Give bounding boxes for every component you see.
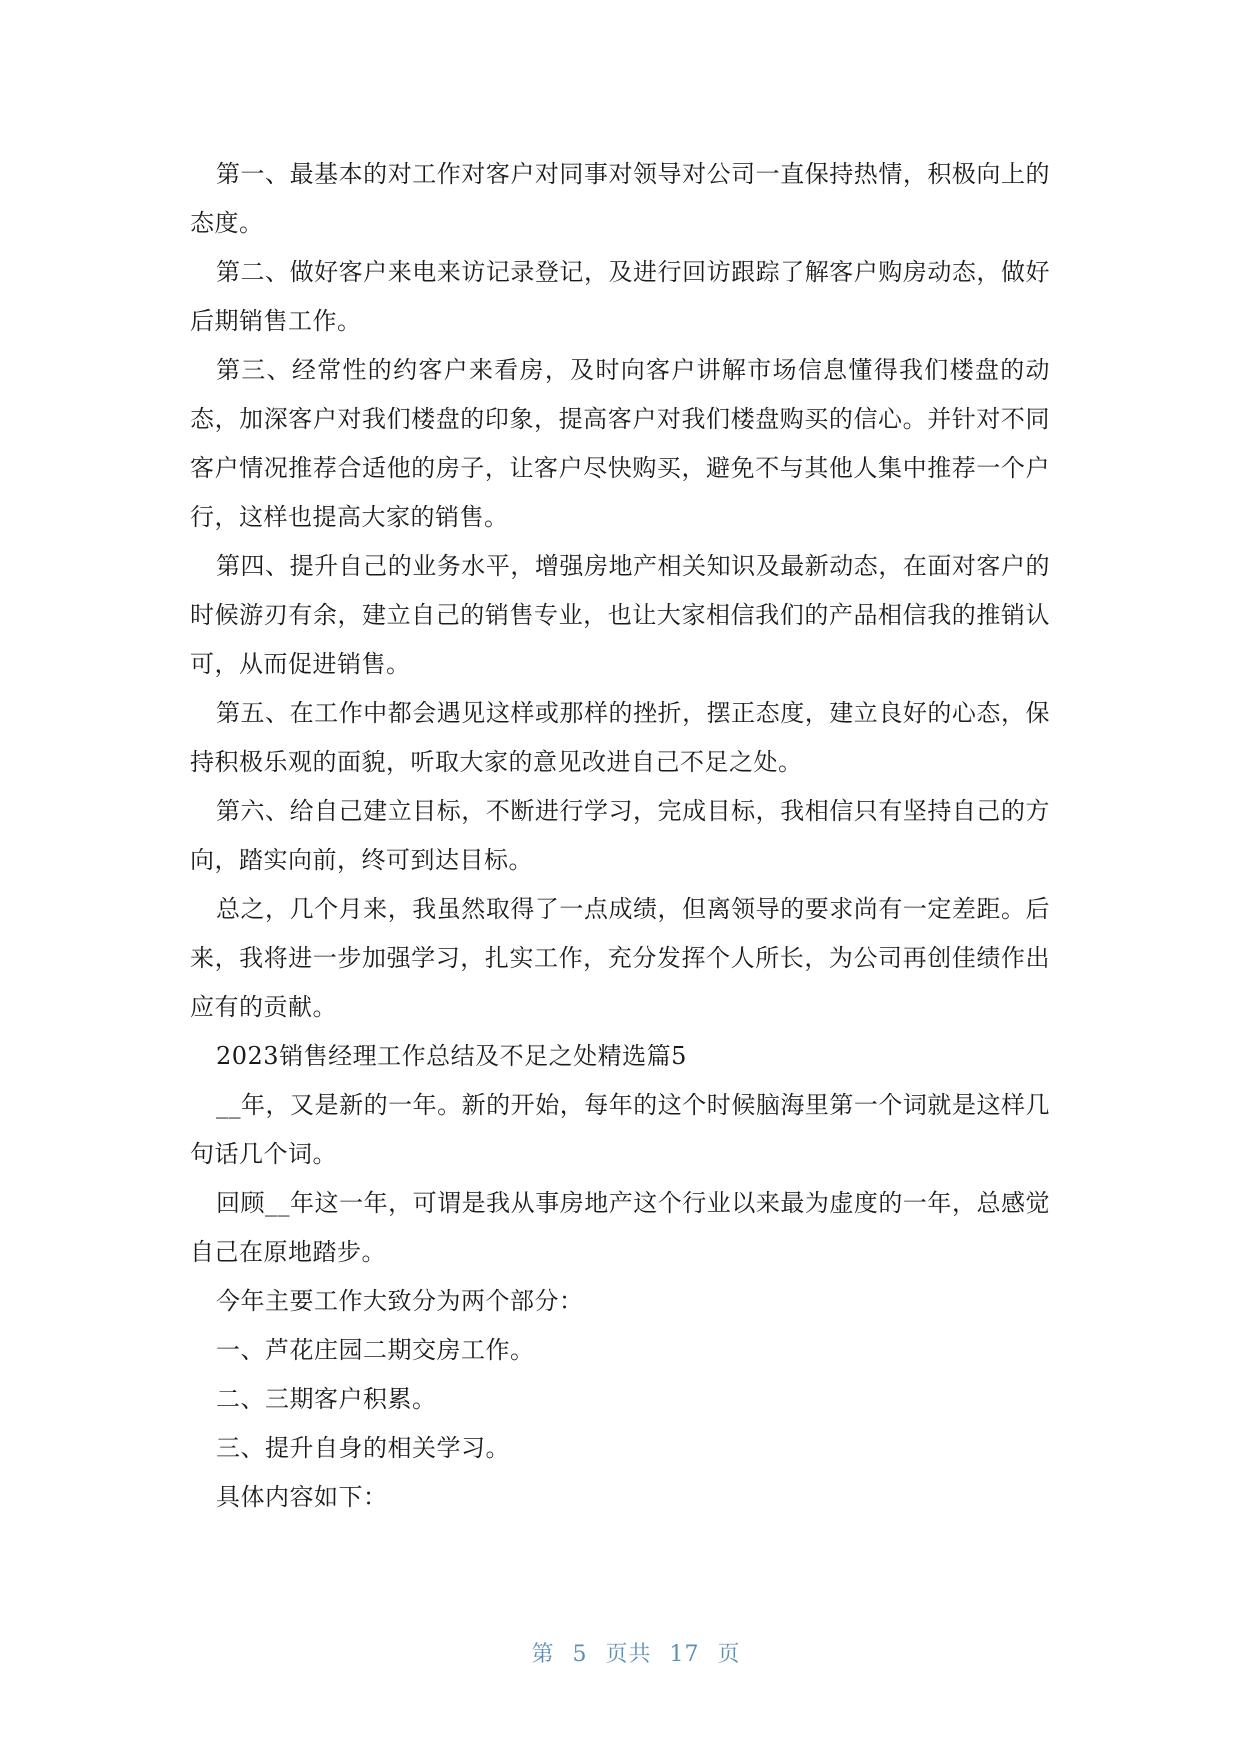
list-item-3: 三、提升自身的相关学习。 [216, 1434, 510, 1462]
paragraph-7: 总之，几个月来，我虽然取得了一点成绩，但离领导的要求尚有一定差距。后来，我将进一步加强学习，扎实工作，充分发挥个人所长，为公司再创佳绩作出应有的贡献。 [190, 895, 1050, 1021]
paragraph-6: 第六、给自己建立目标，不断进行学习，完成目标，我相信只有坚持自己的方向，踏实向前，终可到达目标。 [190, 797, 1050, 874]
paragraph-9: 回顾__年这一年，可谓是我从事房地产这个行业以来最为虚度的一年，总感觉自己在原地踏步。 [190, 1189, 1050, 1266]
footer-total-pages: 17 [669, 1642, 700, 1667]
paragraph-8: __年，又是新的一年。新的开始，每年的这个时候脑海里第一个词就是这样几句话几个词。 [190, 1091, 1050, 1168]
list-item-1: 一、芦花庄园二期交房工作。 [216, 1336, 535, 1364]
footer-middle: 页共 [605, 1642, 652, 1667]
footer-suffix: 页 [717, 1642, 741, 1667]
paragraph-2: 第二、做好客户来电来访记录登记，及进行回访跟踪了解客户购房动态，做好后期销售工作。 [190, 258, 1050, 335]
list-item-2: 二、三期客户积累。 [216, 1385, 437, 1413]
paragraph-11: 具体内容如下： [216, 1483, 388, 1511]
paragraph-3: 第三、经常性的约客户来看房，及时向客户讲解市场信息懂得我们楼盘的动态，加深客户对我们楼盘的印象，提高客户对我们楼盘购买的信心。并针对不同客户情况推荐合适他的房子，让客户尽快购买，避免不与其他人集中推荐一个户行，这样也提高大家的销售。 [190, 356, 1050, 531]
footer-current-page: 5 [572, 1642, 588, 1667]
paragraph-10: 今年主要工作大致分为两个部分： [216, 1287, 584, 1315]
section-heading: 2023销售经理工作总结及不足之处精选篇5 [216, 1042, 687, 1070]
document-body [190, 150, 1050, 1522]
paragraph-4: 第四、提升自己的业务水平，增强房地产相关知识及最新动态，在面对客户的时候游刃有余，建立自己的销售专业，也让大家相信我们的产品相信我的推销认可，从而促进销售。 [190, 552, 1050, 678]
footer-prefix: 第 [531, 1642, 555, 1667]
paragraph-5: 第五、在工作中都会遇见这样或那样的挫折，摆正态度，建立良好的心态，保持积极乐观的面貌，听取大家的意见改进自己不足之处。 [190, 699, 1050, 776]
paragraph-1: 第一、最基本的对工作对客户对同事对领导对公司一直保持热情，积极向上的态度。 [190, 160, 1050, 237]
page-footer [0, 1610, 1240, 1700]
